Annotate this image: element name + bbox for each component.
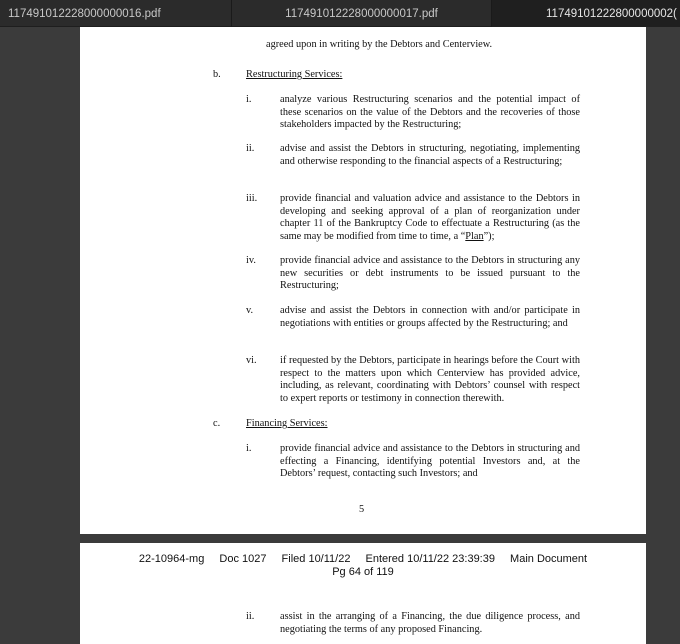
top-line-text: agreed upon in writing by the Debtors and Centerview. [266,39,493,50]
section-c-label: c. [213,418,221,429]
item-number: i. [246,94,252,105]
item-text: assist in the arranging of a Financing, the due diligence process, and negotiating the terms of any proposed Financing. [280,611,580,635]
court-filing-header [80,553,646,579]
entered-date: Entered 10/11/22 23:39:39 [365,553,495,565]
section-b-title: Restructuring Services: [246,69,343,80]
pdf-page [80,543,646,644]
plan-defined-term: Plan [465,230,484,242]
item-text: provide financial advice and assistance to the Debtors in structuring and effecting a Financing, identifying potential Investors and, at the Debtors’ request, contacting such Investors; and [280,443,580,480]
item-text: advise and assist the Debtors in connection with and/or participate in negotiations with entities or groups affected by the Restructuring; and [280,305,580,329]
tab-pdf-20[interactable]: 11749101222800000002( [492,0,680,27]
item-number: iv. [246,255,256,266]
filed-date: Filed 10/11/22 [281,553,351,565]
item-number: ii. [246,143,255,154]
item-text: advise and assist the Debtors in structuring, negotiating, implementing and otherwise responding to the financial aspects of a Restructuring; [280,143,580,167]
item-number: v. [246,305,254,316]
item-text: analyze various Restructuring scenarios and the potential impact of these scenarios on the value of the Debtors and the recoveries of those stakeholders impacted by the Restructuring; [280,94,580,131]
page-number: 5 [359,504,365,515]
item-number: iii. [246,193,258,204]
section-c-title: Financing Services: [246,418,328,429]
item-number: ii. [246,611,255,622]
item-text: provide financial advice and assistance to the Debtors in structuring any new securities or debt instruments to be issued pursuant to the Restructuring; [280,255,580,292]
pdf-page [80,27,646,534]
tab-bar [0,0,680,27]
item-number: vi. [246,355,257,366]
item-number: i. [246,443,252,454]
page-of-total: Pg 64 of 119 [332,566,394,578]
item-text: provide financial and valuation advice and assistance to the Debtors in developing and seeking approval of a plan of reorganization under chapter 11 of the Bankruptcy Code to effectuate a Restructuring (as the same may be modified from time to time, a “Plan”); [280,193,580,242]
section-b-label: b. [213,69,221,80]
case-number: 22-10964-mg [138,553,205,565]
tab-pdf-17[interactable]: 117491012228000000017.pdf [232,0,492,27]
tab-pdf-16[interactable]: 117491012228000000016.pdf [0,0,232,27]
pdf-viewer[interactable] [0,27,680,644]
main-document-label: Main Document [510,553,588,565]
doc-number: Doc 1027 [219,553,267,565]
item-text: if requested by the Debtors, participate in hearings before the Court with respect to the matters upon which Centerview has provided advice, including, as relevant, coordinating with Debtors’ counsel with respect to expert reports or testimony in connection therewith. [280,355,580,404]
